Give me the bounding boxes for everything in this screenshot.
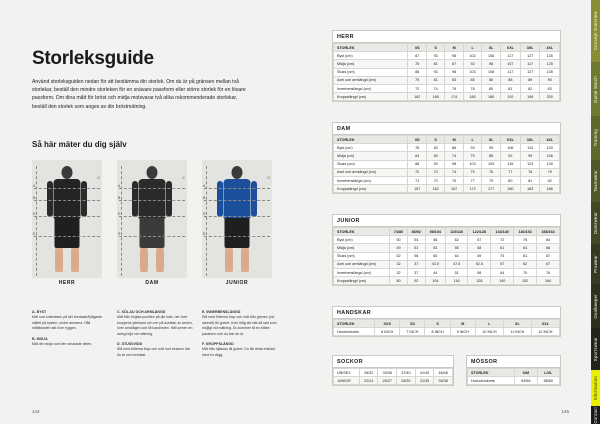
tab-goalkeeper[interactable]	[591, 284, 600, 328]
table-row: Kroppslängd (cm) 157 162 167 172 177 180 183 186	[334, 185, 560, 193]
note-text: Stå med fötterna ihop och mät från grenen (vid skrevet) till golvet. Kom ihåg att mät så rakt som möjligt vid mätning. Du kommer få en bättre passform och du kan se ut.	[202, 315, 277, 336]
col-head: STORLEK	[468, 369, 515, 377]
col-head: L	[463, 44, 481, 52]
col-head: XS	[400, 320, 425, 328]
table-junior	[332, 214, 561, 286]
col-head: XXL	[531, 320, 559, 328]
table-row: Stuss (cm) 88 93 98 103 108 117 127 135	[334, 68, 560, 76]
note-title: B. MIDJA	[32, 336, 48, 341]
notes-column-2	[117, 310, 193, 363]
note-text: Mät din midja runt den smalaste delen.	[32, 342, 93, 347]
table-row: Midja (cm) 64 69 74 79 85 92 99 106	[334, 152, 560, 160]
col-head: 86/92	[407, 228, 425, 236]
table-row: Huvudomkrets 54/56 58/60	[468, 377, 560, 385]
note-title: E. INNERBENSLÄNGD	[202, 310, 241, 314]
note-text: Stå med fötterna ihop och mät runt stussen där du är som bredast.	[117, 347, 190, 357]
figure-dam-photo: A B D E C	[117, 160, 187, 278]
col-head: S	[426, 44, 444, 52]
col-head: XL	[504, 320, 532, 328]
col-head: L	[463, 136, 481, 144]
table-row: Byst (cm) 87 93 98 102 108 117 127 135	[334, 52, 560, 60]
col-head: 3XL	[520, 44, 539, 52]
col-head: 158/164	[537, 228, 560, 236]
table-row: Midja (cm) 49 51 53 55 58 61 64 68	[334, 244, 560, 252]
figure-herr-photo: A B D E C	[32, 160, 102, 278]
tab-label: Concept Overview	[593, 11, 598, 51]
table-sockor-title: SOCKOR	[333, 356, 453, 368]
col-head: 98/104	[425, 228, 445, 236]
table-junior-grid	[333, 227, 560, 285]
tab-label: Prowear	[593, 255, 598, 273]
figure-junior-photo: A B D E C	[202, 160, 272, 278]
table-header-row	[334, 136, 560, 144]
tab-contact[interactable]	[591, 406, 600, 424]
tab-concept-overview[interactable]	[591, 0, 600, 62]
table-row: Axel och armlängd (cm) 79 81 83 85 86 88 89 90	[334, 76, 560, 84]
col-head: STORLEK	[334, 320, 375, 328]
col-head: STORLEK	[334, 228, 390, 236]
col-head: S	[426, 136, 444, 144]
tab-label: Training	[593, 129, 598, 147]
table-sockor-grid	[333, 368, 453, 385]
tab-label: Goalkeeper	[593, 293, 598, 319]
col-head: STORLEK	[334, 44, 408, 52]
table-sockor	[332, 355, 454, 386]
table-row: Midja (cm) 75 81 87 92 98 107 117 125	[334, 60, 560, 68]
figure-herr-label: HERR	[58, 280, 76, 286]
col-head: 122/128	[468, 228, 491, 236]
table-row: Kroppslängd (cm) 80 92 104 116 128 140 152 164	[334, 277, 560, 285]
table-handskar	[332, 306, 561, 337]
col-head: 3XL	[520, 136, 539, 144]
col-head: STORLEK	[334, 136, 408, 144]
table-mossor-grid	[467, 368, 560, 385]
tab-game-match[interactable]	[591, 62, 600, 116]
table-row: Stuss (cm) 88 93 98 103 109 116 123 130	[334, 160, 560, 168]
col-head: L/XL	[537, 369, 560, 377]
tab-training[interactable]	[591, 116, 600, 160]
col-head: 146/152	[514, 228, 537, 236]
figure-junior-label: JUNIOR	[225, 280, 249, 286]
note-title: F. KROPPSLÄNGD	[202, 342, 234, 347]
tab-label: Contact	[593, 406, 598, 424]
table-dam-title: DAM	[333, 123, 560, 135]
col-head: XS	[408, 136, 426, 144]
table-header-row	[334, 44, 560, 52]
table-row: Byst (cm) 50 54 58 62 67 72 78 84	[334, 236, 560, 244]
col-head: XXL	[500, 44, 520, 52]
col-head: S	[425, 320, 450, 328]
col-head: 4XL	[540, 136, 560, 144]
col-head: XXS	[375, 320, 400, 328]
table-row: Axel och armlängd (cm) 72 73 74 75 76 77 78 79	[334, 168, 560, 176]
col-head: XL	[482, 136, 500, 144]
note-title: A. BYST	[32, 310, 47, 314]
notes-column-1	[32, 310, 108, 352]
tab-outerwear[interactable]	[591, 202, 600, 244]
note-title: C. SÖLJA/ OCH ARMLÄNGD	[117, 310, 166, 314]
figure-herr	[32, 160, 102, 285]
tab-label: Game Match	[593, 75, 598, 103]
note-text: Mät runt omkretsen på det bredaste/fylligaste stället på bysten, under armarna. Håll måttbandet rakt över ryggen.	[32, 315, 103, 331]
tab-label: Outerwear	[593, 211, 598, 235]
tab-label: Information	[593, 375, 598, 401]
tab-label: Sportswear	[593, 336, 598, 362]
right-page-number: 145	[561, 409, 569, 414]
col-head: L	[475, 320, 503, 328]
tab-prowear[interactable]	[591, 244, 600, 284]
tab-information[interactable]	[591, 370, 600, 406]
notes-column-3	[202, 310, 278, 363]
left-page-number: 144	[32, 409, 40, 414]
table-row: UNISEX 28/32 33/36 37/40 41/45 46/48	[334, 369, 453, 377]
table-mossor	[466, 355, 561, 386]
note-text: Mät från hjässan till golvet. Du får detta enklast med en vägg.	[202, 347, 275, 357]
col-head: S/M	[515, 369, 537, 377]
section-tabs[interactable]	[591, 0, 600, 424]
col-head: M	[445, 44, 463, 52]
table-row: Innerbenslängd (cm) 72 74 76 78 80 81 82 83	[334, 84, 560, 92]
table-herr	[332, 30, 561, 102]
col-head: XS	[408, 44, 426, 52]
table-dam	[332, 122, 561, 194]
tab-teamwear[interactable]	[591, 160, 600, 202]
col-head: 134/140	[491, 228, 514, 236]
table-header-row	[334, 320, 560, 328]
note-title: D. STUSSVIDD	[117, 342, 143, 347]
table-row: Innerbenslängd (cm) 32 37 44 51 58 64 70 76	[334, 268, 560, 276]
table-header-row	[468, 369, 560, 377]
col-head: M	[445, 136, 463, 144]
table-dam-grid	[333, 135, 560, 193]
table-herr-title: HERR	[333, 31, 560, 43]
note-text: Mät från högsta punkten på din hals, ner över kroppens ytterkant och ner på axelkan av armen, över armbågen och till handleden. Håll armen en aning böjd vid mätning.	[117, 315, 193, 336]
table-junior-title: JUNIOR	[333, 215, 560, 227]
figure-dam-label: DAM	[145, 280, 159, 286]
col-head: M	[450, 320, 475, 328]
tab-label: Teamwear	[593, 170, 598, 192]
col-head: 110/116	[445, 228, 467, 236]
col-head: 74/80	[390, 228, 408, 236]
table-row: Stuss (cm) 52 56 60 64 69 75 81 87	[334, 252, 560, 260]
table-row: Axel och armlängd (cm) 32 37 43.5 47.5 52.5 57 62 67	[334, 260, 560, 268]
col-head: XXL	[500, 136, 520, 144]
section-subtitle: Så här mäter du dig själv	[32, 140, 127, 149]
table-row: Innerbenslängd (cm) 71 73 75 77 79 80 81 82	[334, 176, 560, 184]
right-page	[300, 0, 591, 424]
table-row: Kroppslängd (cm) 162 168 174 180 186 192 196 200	[334, 93, 560, 101]
table-header-row	[334, 228, 560, 236]
col-head: XL	[482, 44, 500, 52]
figure-group	[32, 160, 272, 295]
table-row: JUNIOR 22/24 25/27 28/30 31/35 36/38	[334, 377, 453, 385]
figure-junior	[202, 160, 272, 285]
table-handskar-grid	[333, 319, 560, 336]
figure-dam	[117, 160, 187, 285]
intro-paragraph: Använd storleksguiden nedan för att bestämma din storlek. Om du är på gränsen mellan två storlekar, beställ den mindre storleken för en snävare passform eller större storlek för en lösare passform. Om dina mått för bröst och midja motsvarar två olika rekommenderade storlekar, beställ den storlek som anges av din bröstmätning.	[32, 79, 246, 110]
table-herr-grid	[333, 43, 560, 101]
page-title: Storleksguide	[32, 48, 154, 69]
col-head: 4XL	[540, 44, 560, 52]
tab-sportswear[interactable]	[591, 328, 600, 370]
table-row: Byst (cm) 78 83 88 93 99 106 113 120	[334, 144, 560, 152]
table-handskar-title: HANDSKAR	[333, 307, 560, 319]
table-mossor-title: MÖSSOR	[467, 356, 560, 368]
table-row: Handomkrets 6 INCH 7 INCH 8 INCH 9 INCH 10 INCH 11 INCH 12 INCH	[334, 328, 560, 336]
